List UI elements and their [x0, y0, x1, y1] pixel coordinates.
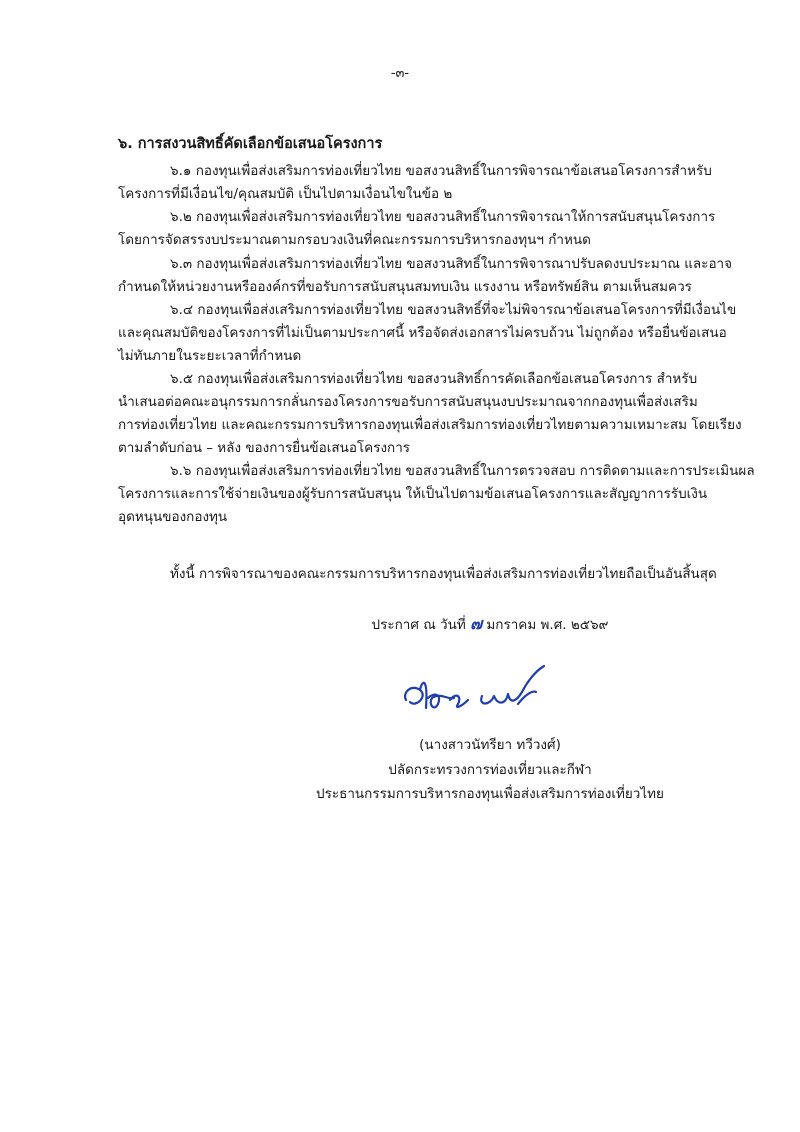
announcement-date	[300, 612, 680, 637]
handwritten-signature	[398, 662, 558, 724]
final-statement: ทั้งนี้ การพิจารณาของคณะกรรมการบริหารกองทุนเพื่อส่งเสริมการท่องเที่ยวไทยถือเป็นอันสิ้นสุด	[170, 566, 717, 582]
paragraph-6-5-line-3: การท่องเที่ยวไทย และคณะกรรมการบริหารกองทุนเพื่อส่งเสริมการท่องเที่ยวไทยตามความเหมาะสม โดยเรียง	[118, 417, 742, 433]
paragraph-6-6-line-1: ๖.๖ กองทุนเพื่อส่งเสริมการท่องเที่ยวไทย ขอสงวนสิทธิ์ในการตรวจสอบ การติดตามและการประเมินผล	[170, 463, 755, 479]
paragraph-6-1-line-2: โครงการที่มีเงื่อนไข/คุณสมบัติ เป็นไปตามเงื่อนไขในข้อ ๒	[118, 186, 453, 202]
paragraph-6-4-line-2: และคุณสมบัติของโครงการที่ไม่เป็นตามประกาศนี้ หรือจัดส่งเอกสารไม่ครบถ้วน ไม่ถูกต้อง หรือยื่นข้อเสนอ	[118, 325, 727, 341]
paragraph-6-3-line-1: ๖.๓ กองทุนเพื่อส่งเสริมการท่องเที่ยวไทย ขอสงวนสิทธิ์ในการพิจารณาปรับลดงบประมาณ และอาจ	[170, 256, 733, 272]
paragraph-6-2-line-1: ๖.๒ กองทุนเพื่อส่งเสริมการท่องเที่ยวไทย ขอสงวนสิทธิ์ในการพิจารณาให้การสนับสนุนโครงการ	[170, 209, 716, 225]
paragraph-6-2-line-2: โดยการจัดสรรงบประมาณตามกรอบวงเงินที่คณะกรรมการบริหารกองทุนฯ กำหนด	[118, 232, 591, 248]
paragraph-6-4-line-1: ๖.๔ กองทุนเพื่อส่งเสริมการท่องเที่ยวไทย ขอสงวนสิทธิ์ที่จะไม่พิจารณาข้อเสนอโครงการที่มีเงื่อนไข	[170, 302, 737, 318]
paragraph-6-5-line-4: ตามลำดับก่อน – หลัง ของการยื่นข้อเสนอโครงการ	[118, 440, 411, 456]
signatory-position-2: ประธานกรรมการบริหารกองทุนเพื่อส่งเสริมการท่องเที่ยวไทย	[316, 786, 664, 802]
paragraph-6-5-line-2: นำเสนอต่อคณะอนุกรรมการกลั่นกรองโครงการขอรับการสนับสนุนงบประมาณจากกองทุนเพื่อส่งเสริม	[118, 394, 698, 410]
announcement-suffix: มกราคม พ.ศ. ๒๕๖๙	[486, 617, 609, 633]
paragraph-6-4-line-3: ไม่ทันภายในระยะเวลาที่กำหนด	[118, 348, 302, 364]
announcement-day: ๗	[470, 614, 483, 633]
signatory-name: (นางสาวนัทรียา ทวีวงศ์)	[419, 737, 561, 753]
signatory-position-1: ปลัดกระทรวงการท่องเที่ยวและกีฬา	[388, 762, 592, 778]
paragraph-6-5-line-1: ๖.๕ กองทุนเพื่อส่งเสริมการท่องเที่ยวไทย ขอสงวนสิทธิ์การคัดเลือกข้อเสนอโครงการ สำหรับ	[170, 371, 698, 387]
paragraph-6-1-line-1: ๖.๑ กองทุนเพื่อส่งเสริมการท่องเที่ยวไทย ขอสงวนสิทธิ์ในการพิจารณาข้อเสนอโครงการสำหรับ	[170, 163, 712, 179]
paragraph-6-6-line-3: อุดหนุนของกองทุน	[118, 509, 228, 525]
announcement-prefix: ประกาศ ณ วันที่	[371, 617, 466, 633]
paragraph-6-6-line-2: โครงการและการใช้จ่ายเงินของผู้รับการสนับสนุน ให้เป็นไปตามข้อเสนอโครงการและสัญญาการรับเงิน	[118, 486, 708, 502]
page-number: -๓-	[390, 66, 410, 81]
paragraph-6-3-line-2: กำหนดให้หน่วยงานหรือองค์กรที่ขอรับการสนับสนุนสมทบเงิน แรงงาน หรือทรัพย์สิน ตามเห็นสมควร	[118, 279, 692, 295]
section-heading: ๖. การสงวนสิทธิ์คัดเลือกข้อเสนอโครงการ	[118, 136, 383, 152]
